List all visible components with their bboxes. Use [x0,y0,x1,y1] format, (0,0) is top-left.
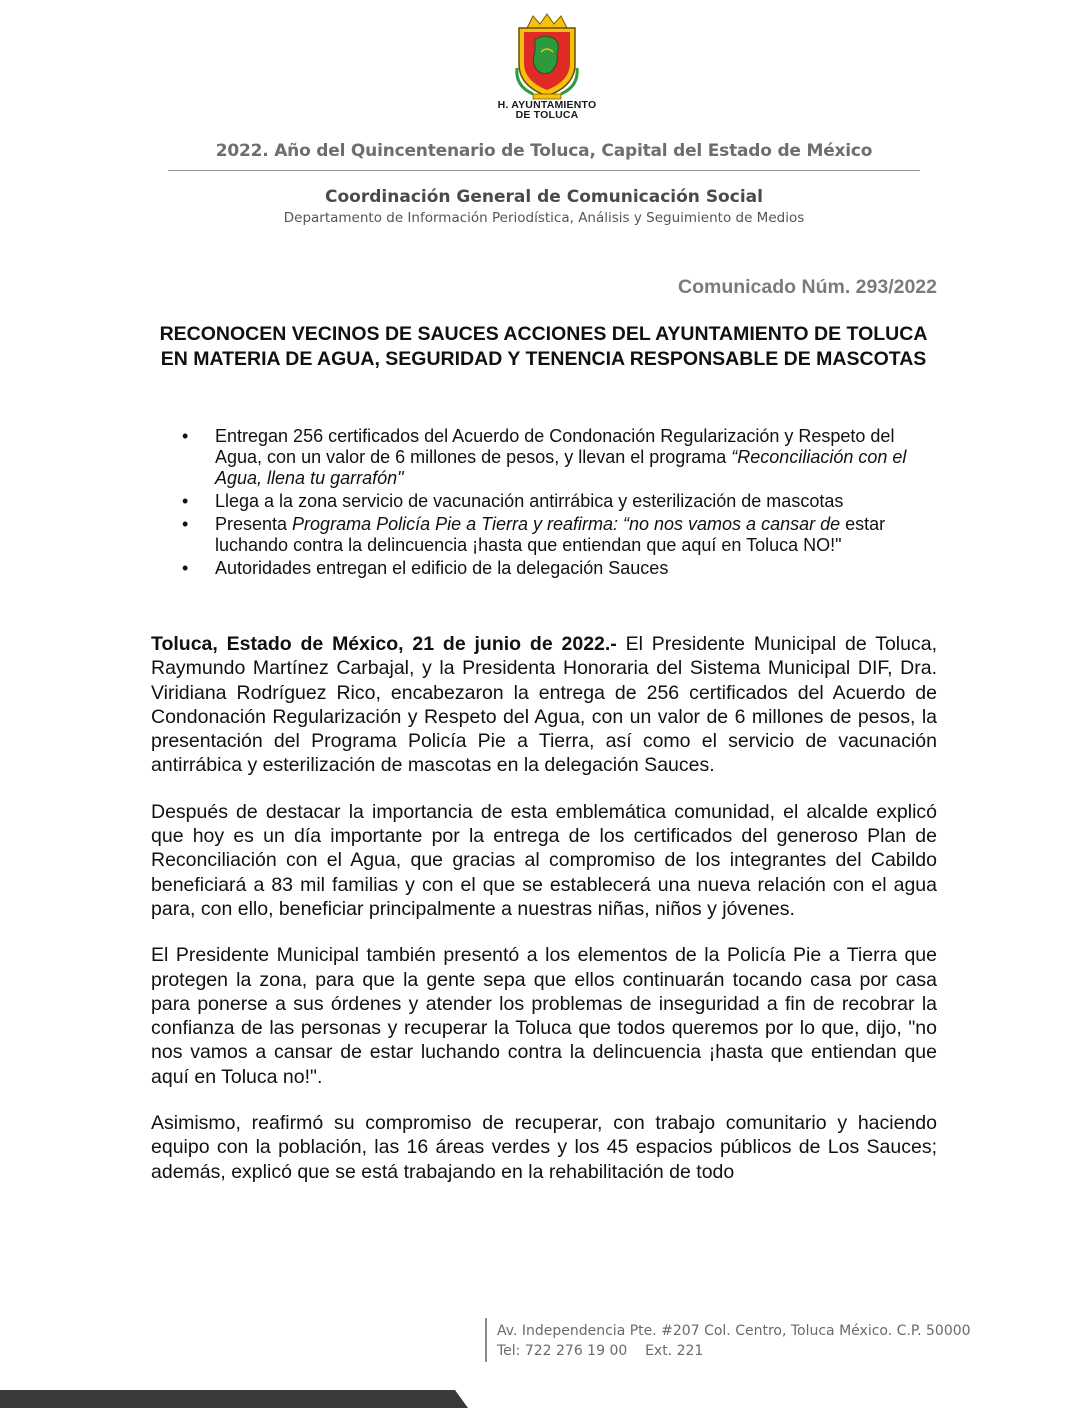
department-subtitle: Departamento de Información Periodística, Análisis y Seguimiento de Medios [283,210,805,226]
bullet-text: Llega a la zona servicio de vacunación antirrábica y esterilización de mascotas [215,491,844,511]
bullet-icon: • [182,491,189,511]
header-divider [168,170,920,171]
bullet-text: Autoridades entregan el edificio de la delegación Sauces [215,558,669,578]
highlights-list [178,426,918,581]
bullet-icon: • [182,514,189,534]
footer-divider [485,1318,487,1362]
logo-text-line1: H. AYUNTAMIENTO [497,99,597,111]
bullet-icon: • [182,558,189,578]
article-body [151,632,937,1206]
paragraph-1-text: El Presidente Municipal de Toluca, Raymundo Martínez Carbajal, y la Presidenta Honoraria del Sistema Municipal DIF, Dra. Viridiana Rodríguez Rico, encabezaron la entrega de 256 certificados del Acuerdo de Condonación Regularización y Respeto del Agua, con un valor de 6 millones de pesos, la presentación del Programa Policía Pie a Tierra, así como el servicio de vacunación antirrábica y esterilización de mascotas en la delegación Sauces. [151,633,937,777]
footer-contact [497,1321,971,1361]
coat-of-arms-icon [513,12,581,100]
comunicado-number: Comunicado Núm. 293/2022 [677,276,937,298]
footer-phone: Tel: 722 276 19 00 Ext. 221 [497,1343,704,1359]
footer-address: Av. Independencia Pte. #207 Col. Centro, Toluca México. C.P. 50000 [497,1323,971,1339]
logo-text-line2: DE TOLUCA [515,109,579,121]
list-item [178,514,918,556]
bullet-tail-text: estar luchando contra la delincuencia ¡hasta que entiendan que aquí en Toluca NO!" [215,514,886,555]
list-item [178,558,918,579]
paragraph-2: Después de destacar la importancia de esta emblemática comunidad, el alcalde explicó que hoy es un día importante por la entrega de los certificados del generoso Plan de Reconciliación con el Agua, que gracias al compromiso de los integrantes del Cabildo beneficiará a 83 mil familias y con el que se establecerá una nueva relación con el agua para, con ello, beneficiar principalmente a nuestras niñas, niños y jóvenes. [151,800,937,920]
paragraph-4: Asimismo, reafirmó su compromiso de recuperar, con trabajo comunitario y haciendo equipo con la población, las 16 áreas verdes y los 45 espacios públicos de Los Sauces; además, explicó que se está trabajando en la rehabilitación de todo [151,1112,937,1183]
bullet-text: Presenta [215,514,293,534]
bullet-italic-text: Programa Policía Pie a Tierra y reafirma: “no nos vamos a cansar de [292,514,841,534]
dateline: Toluca, Estado de México, 21 de junio de 2022.- [151,633,617,655]
coordination-title: Coordinación General de Comunicación Social [325,187,763,207]
bullet-icon: • [182,426,189,446]
paragraph-1 [151,632,937,778]
municipal-logo [492,12,602,120]
footer-band [0,1386,1088,1408]
bullet-text: Entregan 256 certificados del Acuerdo de Condonación Regularización y Respeto del Agua, con un valor de 6 millones de pesos, y llevan el programa [215,426,895,467]
year-banner: 2022. Año del Quincentenario de Toluca, Capital del Estado de México [215,141,873,161]
list-item [178,426,918,489]
bullet-italic-text: “Reconciliación con el Agua, llena tu garrafón" [215,447,907,488]
press-headline: RECONOCEN VECINOS DE SAUCES ACCIONES DEL AYUNTAMIENTO DE TOLUCA EN MATERIA DE AGUA, SEGURIDAD Y TENENCIA RESPONSABLE DE MASCOTAS [159,323,928,370]
paragraph-3: El Presidente Municipal también presentó a los elementos de la Policía Pie a Tierra que protegen la zona, para que la gente sepa que ellos continuarán tocando casa por casa para ponerse a sus órdenes y atender los problemas de inseguridad a fin de recobrar la confianza de las personas y recuperar la Toluca que todos queremos por lo que, dijo, "no nos vamos a cansar de estar luchando contra la delincuencia ¡hasta que entiendan que aquí en Toluca no!". [151,944,937,1088]
list-item [178,491,918,512]
